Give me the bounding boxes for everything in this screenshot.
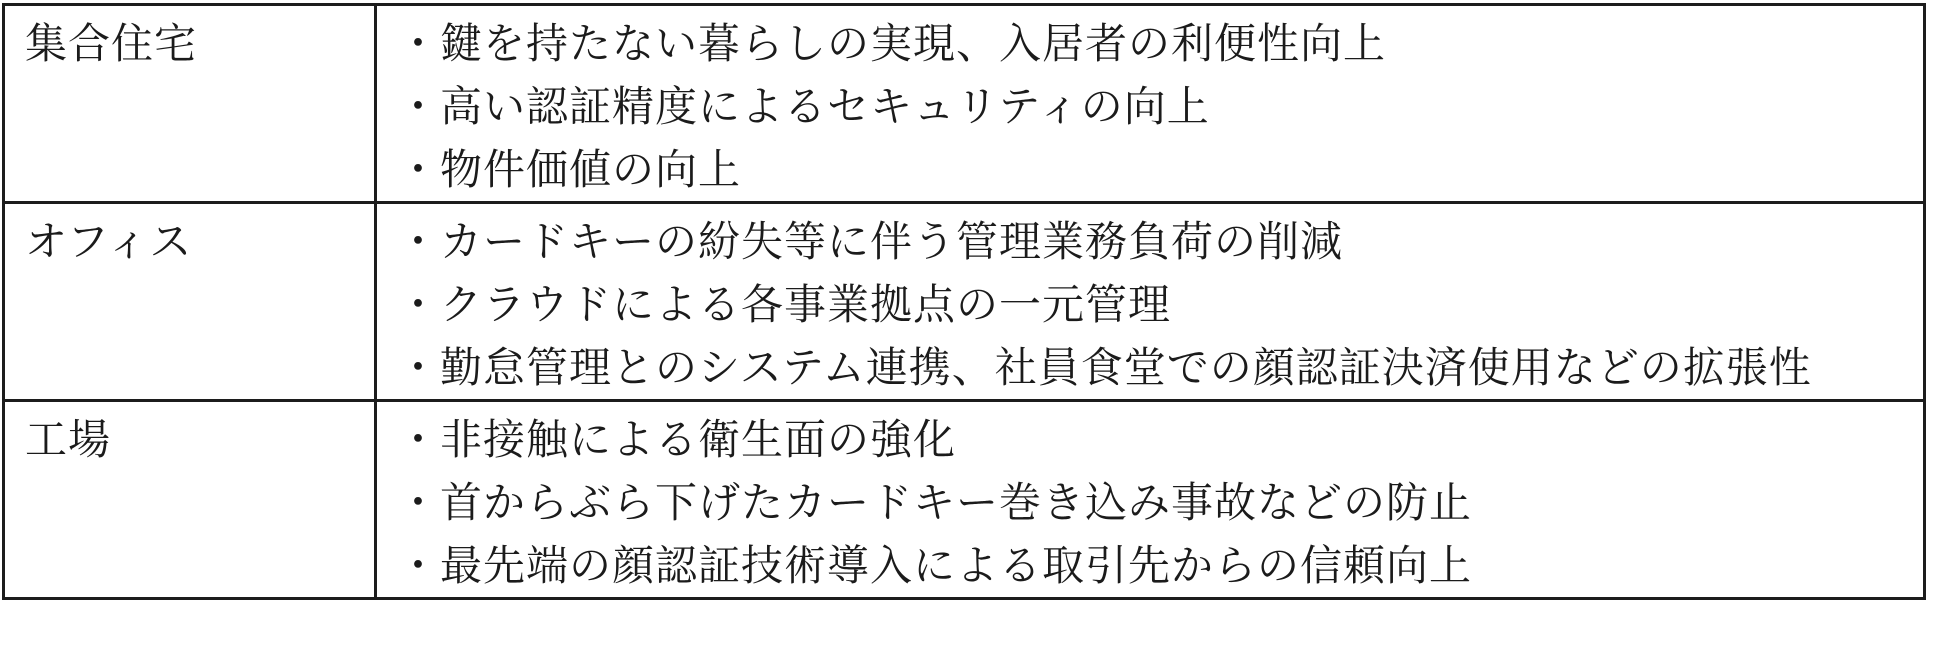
- bullet-item: ・カードキーの紛失等に伴う管理業務負荷の削減: [397, 218, 1344, 265]
- bullet-item: ・物件価値の向上: [397, 146, 742, 193]
- bullet-item: ・非接触による衛生面の強化: [397, 416, 957, 463]
- bullet-item: ・勤怠管理とのシステム連携、社員食堂での顔認証決済使用などの拡張性: [397, 344, 1812, 391]
- description-cell: [376, 203, 1925, 401]
- bullet-item: ・首からぶら下げたカードキー巻き込み事故などの防止: [397, 479, 1473, 526]
- table-row-office: [4, 203, 1925, 401]
- bullet-item: ・鍵を持たない暮らしの実現、入居者の利便性向上: [397, 20, 1387, 67]
- table-row-apartment: [4, 5, 1925, 203]
- table-row-factory: [4, 401, 1925, 599]
- category-label: 工場: [25, 416, 112, 463]
- description-cell: [376, 5, 1925, 203]
- bullet-item: ・高い認証精度によるセキュリティの向上: [397, 83, 1210, 130]
- category-label: 集合住宅: [25, 20, 198, 67]
- category-label: オフィス: [25, 218, 193, 265]
- bullet-item: ・クラウドによる各事業拠点の一元管理: [397, 281, 1172, 328]
- bullet-item: ・最先端の顔認証技術導入による取引先からの信頼向上: [397, 542, 1473, 589]
- description-cell: [376, 401, 1925, 599]
- category-cell: [4, 203, 376, 401]
- use-case-table: [2, 3, 1926, 600]
- category-cell: [4, 401, 376, 599]
- category-cell: [4, 5, 376, 203]
- document-page: [0, 3, 1950, 657]
